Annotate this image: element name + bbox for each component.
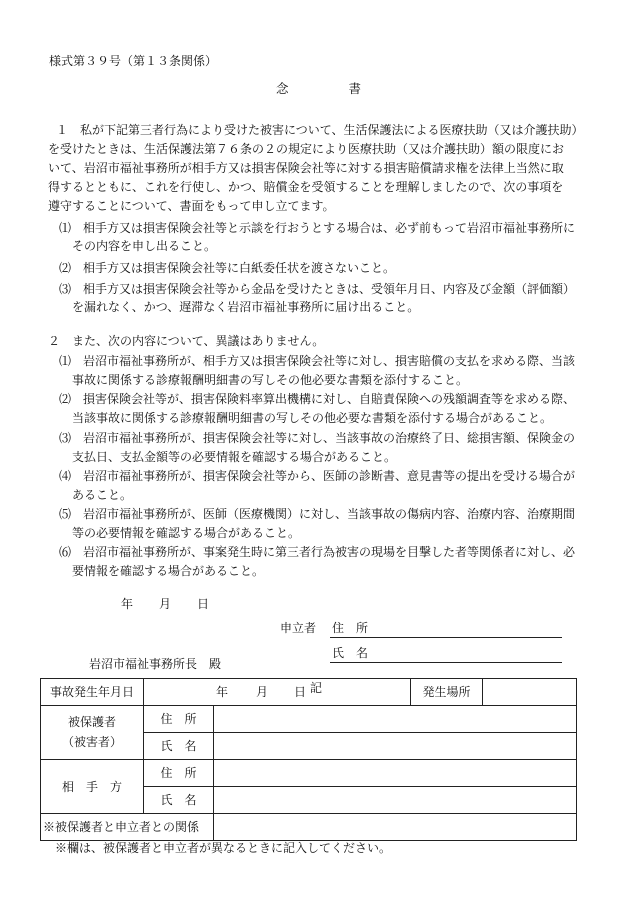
section-2-item-4-line-2: あること。 [72, 488, 133, 502]
section-2-item-2-line-2: 当該事故に関係する診療報酬明細書の写しその他必要な書類を添付する場合があること。 [72, 411, 553, 425]
section-1-item-1-line-2: その内容を申し出ること。 [72, 239, 217, 253]
section-1-line-1: １ 私が下記第三者行為により受けた被害について、生活保護法による医療扶助（又は介護扶助） [56, 123, 584, 137]
section-1-line-2: を受けたときは、生活保護法第７６条の２の規定により医療扶助（又は介護扶助）額の限度にお [48, 142, 565, 156]
section-1-line-3: いて、岩沼市福祉事務所が相手方又は損害保険会社等に対する損害賠償請求権を法律上当然に取 [48, 161, 564, 175]
section-2-item-4-line-1: ⑷ 岩沼市福祉事務所が、損害保険会社等から、医師の診断書、意見書等の提出を受ける場合が [59, 469, 576, 483]
accident-date-field[interactable] [144, 679, 411, 706]
relationship-label: ※被保護者と申立者との関係 [41, 814, 214, 841]
section-2-item-6-line-1: ⑹ 岩沼市福祉事務所が、事案発生時に第三者行為被害の現場を目撃した者等関係者に対し、必 [59, 545, 576, 559]
table-row [41, 679, 577, 706]
insured-label [41, 706, 144, 760]
applicant-address-field[interactable] [330, 637, 562, 638]
document-title [276, 83, 361, 96]
section-1-line-4: 得するとともに、これを行使し、かつ、賠償金を受領することを理解しましたので、次の事項を [48, 180, 564, 194]
section-2-item-1-line-1: ⑴ 岩沼市福祉事務所が、相手方又は損害保険会社等に対し、損害賠償の支払を求める際、当該 [59, 354, 576, 368]
place-field[interactable] [483, 679, 577, 706]
insured-address-label: 住 所 [144, 706, 214, 733]
signature-day-label: 日 [197, 597, 210, 611]
section-2-item-3-line-1: ⑶ 岩沼市福祉事務所が、損害保険会社等に対し、当該事故の治療終了日、総損害額、保険金の [59, 431, 576, 445]
counterparty-label: 相 手 方 [41, 760, 144, 814]
section-2-item-6-line-2: 要情報を確認する場合があること。 [72, 564, 265, 578]
section-2-item-1-line-2: 事故に関係する診療報酬明細書の写しその他必要な書類を添付すること。 [72, 373, 469, 387]
table-row [41, 760, 577, 787]
counterparty-name-label: 氏 名 [144, 787, 214, 814]
section-2-item-5-line-1: ⑸ 岩沼市福祉事務所が、医師（医療機関）に対し、当該事故の傷病内容、治療内容、治療期間 [59, 507, 576, 521]
section-1-item-3-line-2: を漏れなく、かつ、遅滞なく岩沼市福祉事務所に届け出ること。 [72, 300, 420, 314]
signature-date [121, 598, 209, 610]
applicant-name-label: 氏 名 [332, 646, 369, 660]
relationship-field[interactable] [214, 814, 577, 841]
section-2-item-2-line-1: ⑵ 損害保険会社等が、損害保険料率算出機構に対し、自賠責保険への残額調査等を求める際、 [59, 392, 576, 406]
table-row [41, 814, 577, 841]
signature-month-label: 月 [159, 597, 172, 611]
place-label: 発生場所 [411, 679, 483, 706]
title-char-2: 書 [348, 81, 362, 96]
recipient: 岩沼市福祉事務所長 殿 [89, 657, 222, 671]
section-2-item-5-line-2: 等の必要情報を確認する場合があること。 [72, 526, 301, 540]
counterparty-name-field[interactable] [214, 787, 577, 814]
accident-year-label: 年 [216, 685, 229, 699]
insured-name-label: 氏 名 [144, 733, 214, 760]
counterparty-address-label: 住 所 [144, 760, 214, 787]
signature-year-label: 年 [121, 597, 134, 611]
insured-label-line-1: 被保護者 [67, 715, 116, 730]
applicant-address-label: 住 所 [332, 621, 369, 635]
section-1-line-5: 遵守することについて、書面をもって申し立てます。 [48, 199, 335, 213]
insured-label-line-2: （被害者） [61, 734, 122, 749]
section-2-line-1: ２ また、次の内容について、異議はありません。 [48, 334, 325, 348]
insured-address-field[interactable] [214, 706, 577, 733]
record-heading: 記 [310, 681, 323, 695]
title-char-1: 念 [276, 81, 289, 96]
accident-day-label: 日 [294, 685, 307, 699]
accident-month-label: 月 [256, 685, 269, 699]
section-2-item-3-line-2: 支払日、支払金額等の必要情報を確認する場合があること。 [72, 450, 397, 464]
accident-date-label: 事故発生年月日 [41, 679, 144, 706]
section-1-item-1-line-1: ⑴ 相手方又は損害保険会社等と示談を行おうとする場合は、必ず前もって岩沼市福祉事務所に [59, 221, 576, 235]
insured-name-field[interactable] [214, 733, 577, 760]
section-1-item-3-line-1: ⑶ 相手方又は損害保険会社等から金品を受けたときは、受領年月日、内容及び金額（評価額） [59, 282, 576, 296]
section-1-item-2-line-1: ⑵ 相手方又は損害保険会社等に白紙委任状を渡さないこと。 [59, 261, 396, 275]
counterparty-address-field[interactable] [214, 760, 577, 787]
applicant-label: 申立者 [280, 621, 317, 635]
applicant-name-field[interactable] [330, 662, 562, 663]
footnote: ※欄は、被保護者と申立者が異なるときに記入してください。 [55, 841, 392, 855]
form-number: 様式第３９号（第１３条関係） [49, 54, 218, 68]
record-table [40, 678, 577, 841]
table-row [41, 706, 577, 733]
